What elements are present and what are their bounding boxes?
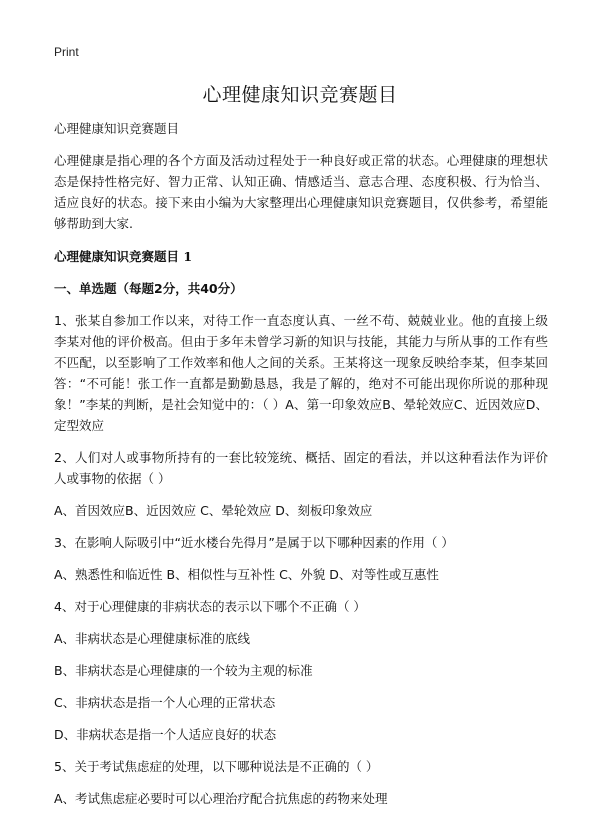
intro-paragraph: 心理健康是指心理的各个方面及活动过程处于一种良好或正常的状态。心理健康的理想状态是保持性格完好、智力正常、认知正确、情感适当、意志合理、态度积极、行为恰当、适应良好的状态。接下来由小编为大家整理出心理健康知识竞赛题目，仅供参考，希望能够帮助到大家. [54, 153, 548, 231]
question-4-option-c: C、非病状态是指一个人心理的正常状态 [54, 695, 276, 710]
question-5-option-a: A、考试焦虑症必要时可以心理治疗配合抗焦虑的药物来处理 [54, 791, 388, 806]
question-4-option-d: D、非病状态是指一个人适应良好的状态 [54, 727, 277, 742]
question-5: 5、关于考试焦虑症的处理，以下哪种说法是不正确的（ ） [54, 759, 379, 774]
print-link[interactable]: Print [54, 45, 79, 59]
section-heading: 心理健康知识竞赛题目 1 [54, 249, 193, 264]
question-2-options: A、首因效应B、近因效应 C、晕轮效应 D、刻板印象效应 [54, 503, 373, 518]
question-4-option-b: B、非病状态是心理健康的一个较为主观的标准 [54, 663, 313, 678]
part-heading: 一、单选题（每题2分，共40分） [54, 281, 243, 296]
question-4: 4、对于心理健康的非病状态的表示以下哪个不正确（ ） [54, 599, 366, 614]
question-3: 3、在影响人际吸引中“近水楼台先得月”是属于以下哪种因素的作用（ ） [54, 535, 454, 550]
document-body [54, 118, 548, 820]
question-3-options: A、熟悉性和临近性 B、相似性与互补性 C、外貌 D、对等性或互惠性 [54, 567, 439, 582]
document-title: 心理健康知识竞赛题目 [202, 84, 398, 106]
document-subtitle: 心理健康知识竞赛题目 [54, 121, 180, 136]
question-2: 2、人们对人或事物所持有的一套比较笼统、概括、固定的看法，并以这种看法作为评价人或事物的依据（ ） [54, 450, 548, 486]
question-1: 1、张某自参加工作以来，对待工作一直态度认真、一丝不苟、兢兢业业。他的直接上级李某对他的评价极高。但由于多年未曾学习新的知识与技能，其能力与所从事的工作有些不匹配，以至影响了工作效率和他人之间的关系。王某将这一现象反映给李某，但李某回答：“不可能！张工作一直都是勤勤恳恳，我是了解的，绝对不可能出现你所说的那种现象！”李某的判断，是社会知觉中的：（ ）A、第一印象效应B、晕轮效应C、近因效应D、定型效应 [54, 313, 548, 433]
question-4-option-a: A、非病状态是心理健康标准的底线 [54, 631, 251, 646]
